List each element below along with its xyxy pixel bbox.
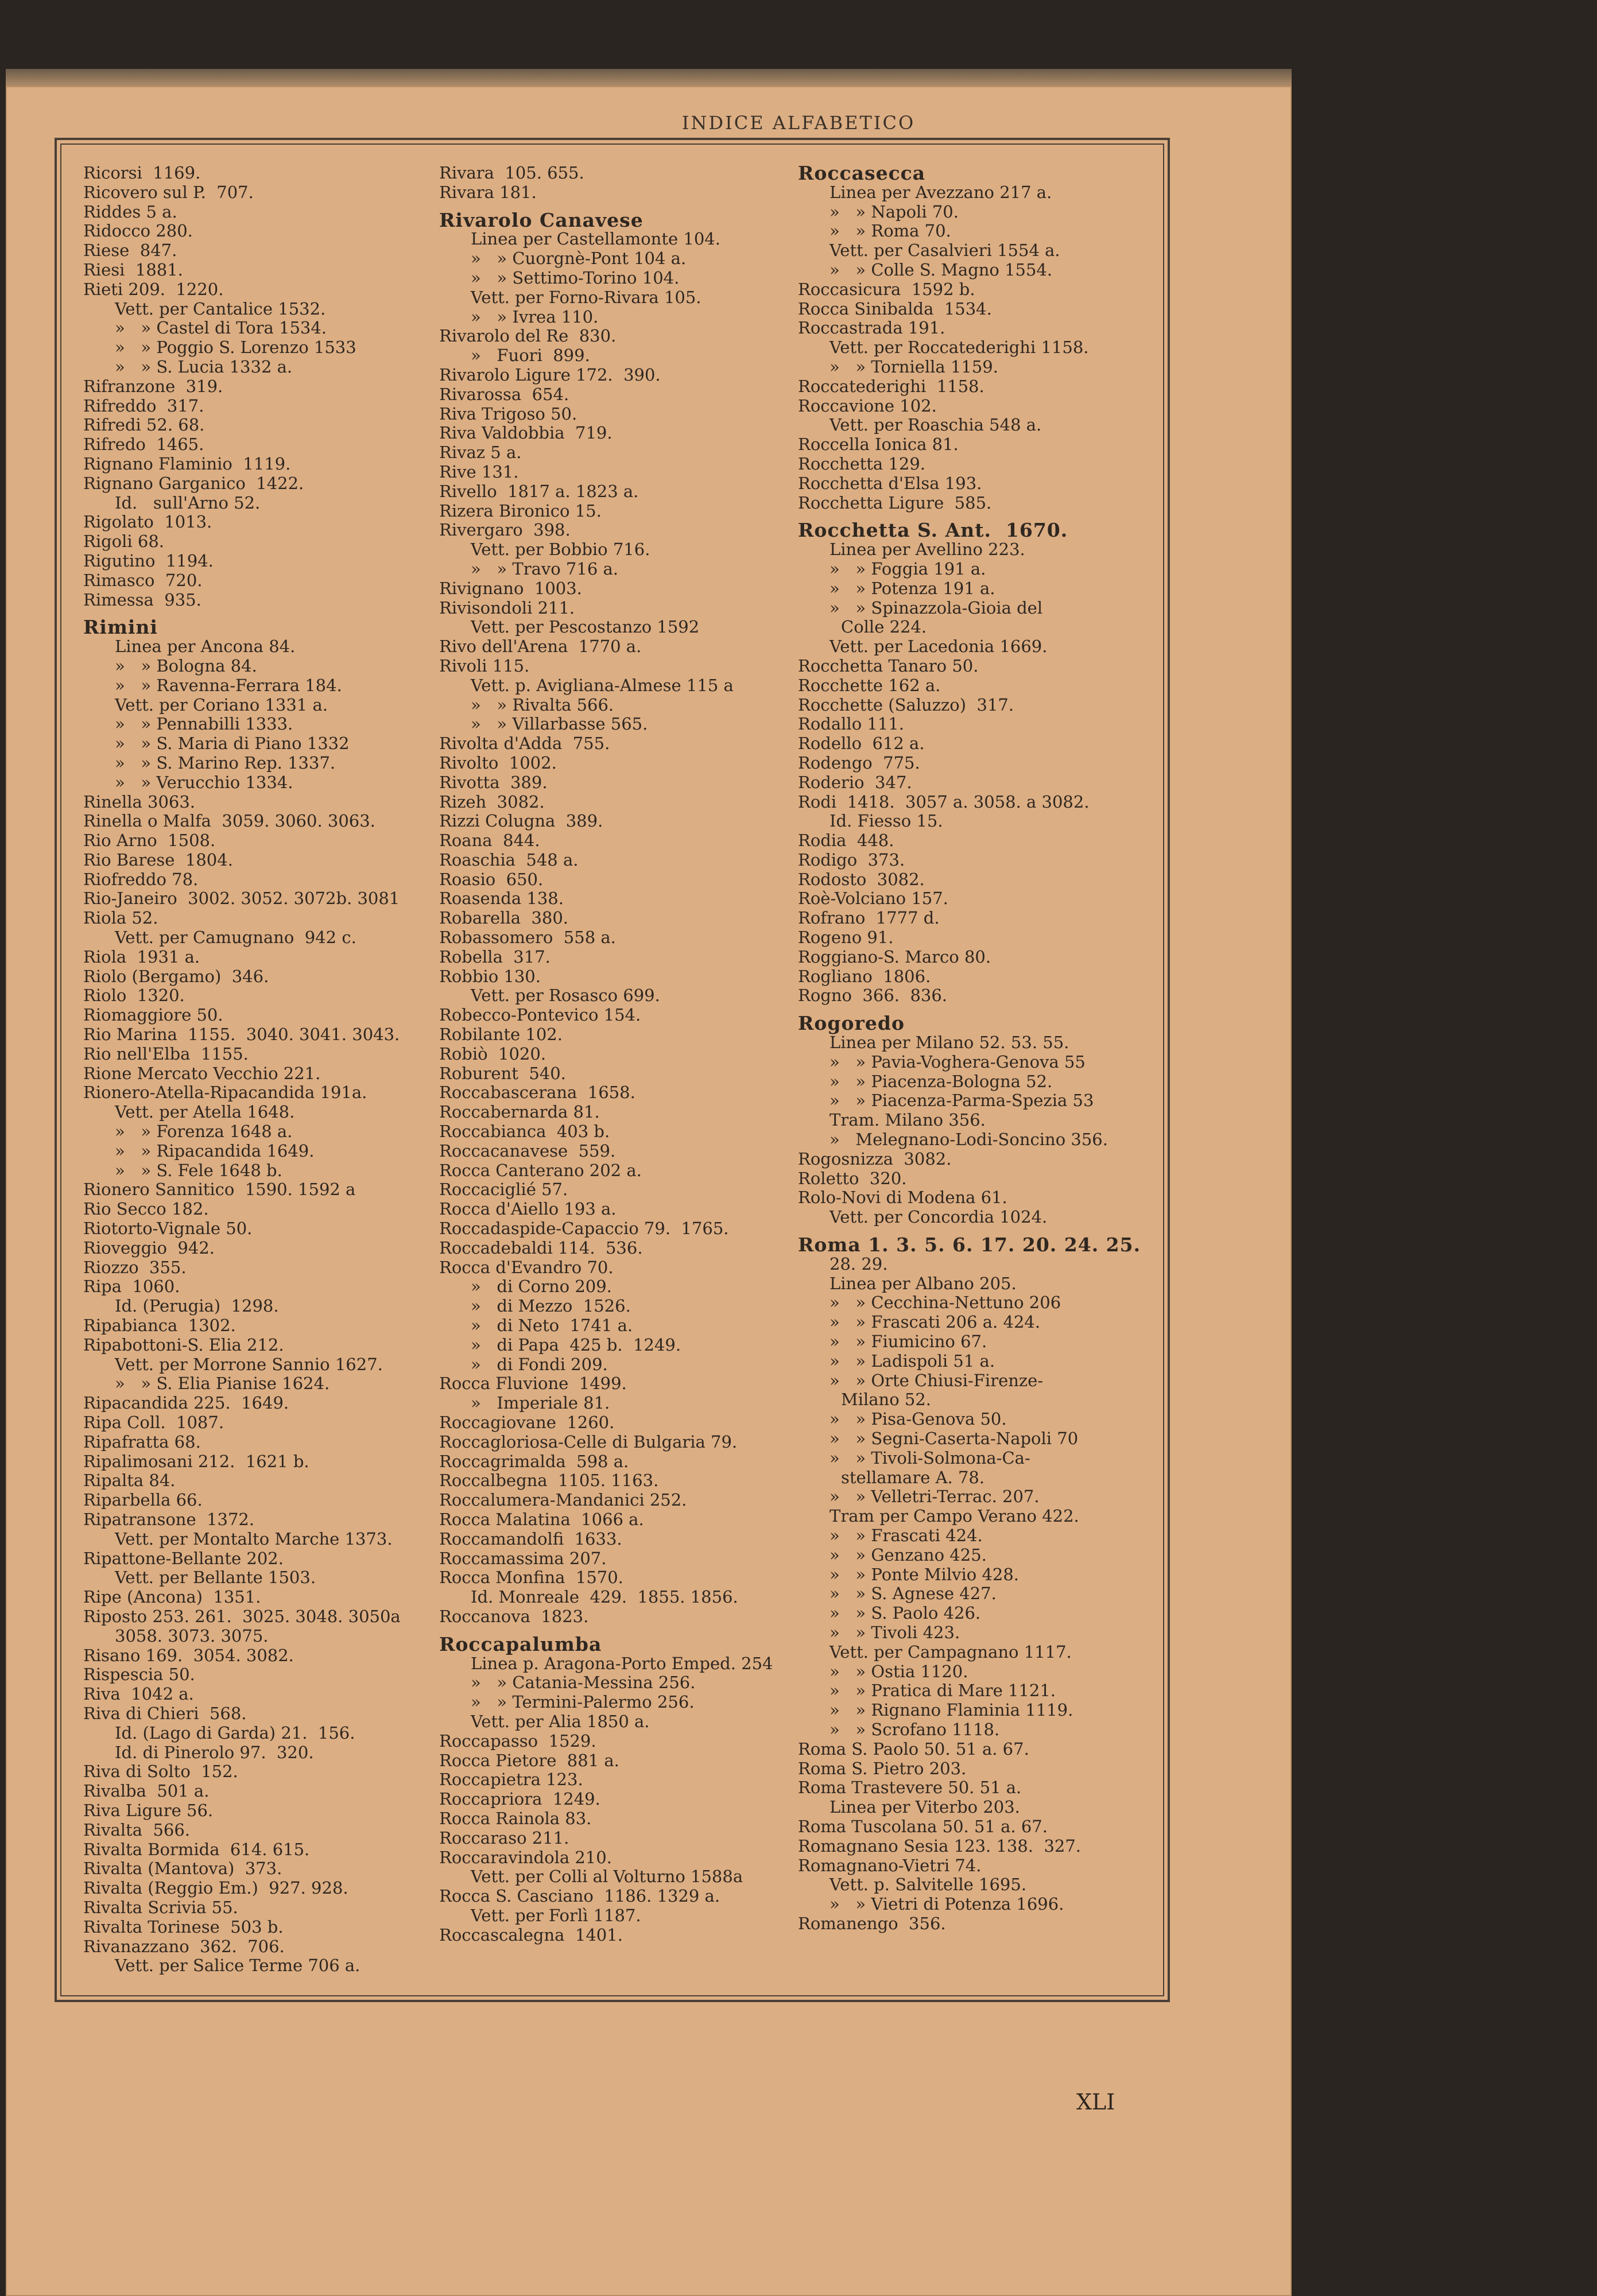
index-entry: Roasio 650. bbox=[439, 869, 544, 889]
index-entry: » » S. Maria di Piano 1332 bbox=[115, 734, 350, 754]
index-entry: Rocca Monfina 1570. bbox=[439, 1568, 623, 1588]
index-entry: Roma S. Paolo 50. 51 a. 67. bbox=[798, 1739, 1029, 1759]
index-entry: » » Torniella 1159. bbox=[829, 356, 998, 377]
index-entry: Roccagrimalda 598 a. bbox=[439, 1451, 629, 1471]
index-entry: Roccapietra 123. bbox=[439, 1770, 583, 1790]
index-entry: Vett. per Casalvieri 1554 a. bbox=[829, 241, 1060, 261]
index-entry: Riva di Solto 152. bbox=[83, 1762, 238, 1782]
index-entry: » di Fondi 209. bbox=[471, 1354, 608, 1374]
index-entry: Vett. per Atella 1648. bbox=[115, 1102, 295, 1122]
index-entry: Rioveggio 942. bbox=[83, 1238, 215, 1258]
index-entry: Rivaz 5 a. bbox=[439, 443, 522, 463]
index-entry: Rocca Sinibalda 1534. bbox=[798, 298, 992, 319]
index-entry: Roggiano-S. Marco 80. bbox=[798, 947, 991, 967]
index-entry: » » S. Agnese 427. bbox=[829, 1584, 997, 1604]
index-entry: Vett. p. Avigliana-Almese 115 a bbox=[471, 675, 734, 695]
index-entry: Riola 1931 a. bbox=[83, 947, 200, 967]
index-entry: » » Villarbasse 565. bbox=[471, 714, 648, 734]
index-entry: Roccalbegna 1105. 1163. bbox=[439, 1471, 659, 1491]
index-entry: Roccastrada 191. bbox=[798, 318, 945, 338]
index-entry: Vett. per Bellante 1503. bbox=[115, 1568, 316, 1588]
index-entry: Riese 847. bbox=[83, 241, 177, 261]
index-entry: Vett. per Campagnano 1117. bbox=[829, 1642, 1072, 1662]
index-entry: Linea per Castellamonte 104. bbox=[471, 229, 720, 249]
index-entry: Rifreddo 317. bbox=[83, 395, 204, 416]
index-entry: Roccamassima 207. bbox=[439, 1548, 607, 1568]
index-entry: Riparbella 66. bbox=[83, 1490, 203, 1510]
index-entry: » » Fiumicino 67. bbox=[829, 1332, 987, 1352]
index-entry: Ripafratta 68. bbox=[83, 1432, 201, 1452]
index-entry: Rogno 366. 836. bbox=[798, 986, 948, 1006]
index-entry: » » Forenza 1648 a. bbox=[115, 1122, 293, 1142]
index-entry: Rivergaro 398. bbox=[439, 520, 571, 540]
index-entry: Vett. per Camugnano 942 c. bbox=[115, 928, 356, 948]
index-entry: Rivalta 566. bbox=[83, 1820, 191, 1840]
index-entry: Rimasco 720. bbox=[83, 570, 203, 590]
index-entry: Romanengo 356. bbox=[798, 1913, 946, 1933]
index-heading: Roma 1. 3. 5. 6. 17. 20. 24. 25. bbox=[798, 1234, 1141, 1256]
index-entry: Rocca d'Evandro 70. bbox=[439, 1257, 614, 1277]
index-entry: Id. sull'Arno 52. bbox=[115, 492, 261, 513]
index-entry: » » Verucchio 1334. bbox=[115, 772, 293, 792]
index-entry: Rocchetta d'Elsa 193. bbox=[798, 473, 982, 493]
index-entry: Roccatederighi 1158. bbox=[798, 376, 984, 396]
index-entry: Roccapasso 1529. bbox=[439, 1731, 596, 1751]
index-entry: Rio-Janeiro 3002. 3052. 3072b. 3081 bbox=[83, 889, 400, 909]
index-entry: » » Ladispoli 51 a. bbox=[829, 1351, 995, 1371]
index-entry: » » Termini-Palermo 256. bbox=[471, 1692, 695, 1712]
index-column-1 bbox=[83, 164, 433, 1989]
index-entry: Riposto 253. 261. 3025. 3048. 3050a bbox=[83, 1606, 401, 1626]
index-entry: Roana 844. bbox=[439, 831, 540, 851]
index-entry: Rivalta Scrivia 55. bbox=[83, 1897, 238, 1917]
index-entry: » » Orte Chiusi-Firenze- bbox=[829, 1370, 1044, 1390]
index-entry: Linea p. Aragona-Porto Emped. 254 bbox=[471, 1653, 773, 1673]
index-entry: Rocca d'Aiello 193 a. bbox=[439, 1199, 617, 1219]
index-entry: Rivara 105. 655. bbox=[439, 163, 584, 183]
index-entry: Linea per Viterbo 203. bbox=[829, 1797, 1020, 1817]
index-entry: Roma S. Pietro 203. bbox=[798, 1758, 967, 1778]
index-entry: Vett. per Montalto Marche 1373. bbox=[115, 1529, 393, 1549]
index-entry: Roccanova 1823. bbox=[439, 1606, 589, 1626]
index-entry: » » Piacenza-Parma-Spezia 53 bbox=[829, 1091, 1094, 1111]
index-entry: Vett. per Forlì 1187. bbox=[471, 1905, 641, 1925]
index-entry: Rocca Malatina 1066 a. bbox=[439, 1509, 644, 1529]
index-entry: Roccella Ionica 81. bbox=[798, 435, 959, 455]
index-entry: Rivoli 115. bbox=[439, 656, 530, 676]
index-entry: Ricovero sul P. 707. bbox=[83, 182, 254, 202]
index-entry: » » Segni-Caserta-Napoli 70 bbox=[829, 1429, 1079, 1448]
index-entry: Rogeno 91. bbox=[798, 928, 894, 948]
index-entry: » » S. Marino Rep. 1337. bbox=[115, 753, 336, 773]
index-entry: Rivalta (Mantova) 373. bbox=[83, 1859, 282, 1879]
index-entry: Risano 169. 3054. 3082. bbox=[83, 1645, 294, 1665]
index-entry: Rionero Sannitico 1590. 1592 a bbox=[83, 1180, 356, 1200]
index-entry: Robella 317. bbox=[439, 947, 551, 967]
index-entry: Roccagiovane 1260. bbox=[439, 1413, 615, 1432]
index-entry: 3058. 3073. 3075. bbox=[115, 1626, 269, 1646]
index-entry: Vett. per Pescostanzo 1592 bbox=[471, 617, 700, 637]
index-entry: » » Tivoli-Solmona-Ca- bbox=[829, 1448, 1030, 1468]
index-entry: Tram per Campo Verano 422. bbox=[829, 1506, 1079, 1526]
index-entry: Roccaravindola 210. bbox=[439, 1847, 612, 1867]
index-entry: Roma Trastevere 50. 51 a. bbox=[798, 1778, 1022, 1798]
index-entry: Rifredo 1465. bbox=[83, 435, 204, 455]
index-entry: stellamare A. 78. bbox=[841, 1467, 985, 1487]
index-entry: Rivisondoli 211. bbox=[439, 598, 575, 618]
index-entry: Roaschia 548 a. bbox=[439, 850, 579, 870]
index-entry: Rigutino 1194. bbox=[83, 550, 214, 571]
index-entry: Romagnano Sesia 123. 138. 327. bbox=[798, 1836, 1082, 1856]
index-entry: Rigolato 1013. bbox=[83, 512, 212, 532]
index-entry: Roderio 347. bbox=[798, 772, 912, 792]
index-entry: Roccabianca 403 b. bbox=[439, 1122, 610, 1142]
index-entry: Roccalumera-Mandanici 252. bbox=[439, 1490, 687, 1510]
index-entry: Rione Mercato Vecchio 221. bbox=[83, 1063, 321, 1083]
index-entry: Riva Ligure 56. bbox=[83, 1800, 214, 1820]
index-entry: Roccadaspide-Capaccio 79. 1765. bbox=[439, 1219, 729, 1239]
index-entry: Roccascalegna 1401. bbox=[439, 1925, 623, 1945]
index-entry: Ripabottoni-S. Elia 212. bbox=[83, 1335, 284, 1355]
index-entry: Rodia 448. bbox=[798, 831, 894, 851]
index-entry: Riotorto-Vignale 50. bbox=[83, 1219, 253, 1239]
index-entry: » » Genzano 425. bbox=[829, 1545, 987, 1565]
index-entry: Vett. per Concordia 1024. bbox=[829, 1207, 1048, 1227]
index-entry: Rocca Rainola 83. bbox=[439, 1808, 592, 1828]
index-entry: » » S. Fele 1648 b. bbox=[115, 1160, 282, 1180]
index-entry: Robassomero 558 a. bbox=[439, 928, 616, 948]
index-entry: Rivarossa 654. bbox=[439, 384, 569, 404]
index-entry: Robecco-Pontevico 154. bbox=[439, 1005, 641, 1025]
index-entry: » » Ripacandida 1649. bbox=[115, 1141, 315, 1161]
index-entry: Rocca Fluvione 1499. bbox=[439, 1374, 627, 1394]
index-entry: Rivanazzano 362. 706. bbox=[83, 1936, 285, 1956]
index-entry: Rodosto 3082. bbox=[798, 869, 925, 889]
index-entry: » » S. Paolo 426. bbox=[829, 1603, 981, 1623]
index-entry: Rivolto 1002. bbox=[439, 753, 557, 773]
index-entry: Roccacanavese 559. bbox=[439, 1141, 616, 1161]
index-entry: Rivignano 1003. bbox=[439, 578, 582, 598]
index-entry: Rocchetta Ligure 585. bbox=[798, 492, 992, 513]
index-entry: Rivarolo del Re 830. bbox=[439, 326, 617, 346]
index-entry: » » Vietri di Potenza 1696. bbox=[829, 1894, 1064, 1914]
index-entry: Riddes 5 a. bbox=[83, 201, 177, 222]
index-entry: Rodello 612 a. bbox=[798, 734, 925, 754]
page-header: INDICE ALFABETICO bbox=[681, 112, 916, 134]
index-entry: Milano 52. bbox=[841, 1390, 932, 1410]
index-entry: Colle 224. bbox=[841, 617, 927, 637]
index-entry: Rinella 3063. bbox=[83, 792, 196, 812]
index-entry: Rodi 1418. 3057 a. 3058. a 3082. bbox=[798, 792, 1090, 812]
index-entry: Roma Tuscolana 50. 51 a. 67. bbox=[798, 1816, 1048, 1836]
index-entry: Vett. per Roccatederighi 1158. bbox=[829, 338, 1089, 358]
index-entry: Rio nell'Elba 1155. bbox=[83, 1044, 249, 1064]
index-entry: » » Tivoli 423. bbox=[829, 1622, 960, 1642]
index-entry: Riozzo 355. bbox=[83, 1257, 187, 1277]
index-entry: Rispescia 50. bbox=[83, 1665, 195, 1685]
index-entry: » » Potenza 191 a. bbox=[829, 578, 995, 598]
index-entry: Rocchetta Tanaro 50. bbox=[798, 656, 979, 676]
index-entry: » » Ravenna-Ferrara 184. bbox=[115, 675, 342, 695]
index-entry: Linea per Avellino 223. bbox=[829, 540, 1025, 560]
index-entry: Rodallo 111. bbox=[798, 714, 904, 734]
index-heading: Roccasecca bbox=[798, 162, 926, 184]
index-entry: Rivalta (Reggio Em.) 927. 928. bbox=[83, 1878, 348, 1898]
index-entry: Ripa Coll. 1087. bbox=[83, 1413, 224, 1432]
index-entry: » Imperiale 81. bbox=[471, 1393, 610, 1413]
index-entry: Vett. per Coriano 1331 a. bbox=[115, 695, 328, 715]
index-entry: » di Mezzo 1526. bbox=[471, 1296, 631, 1316]
index-entry: Rignano Flaminio 1119. bbox=[83, 453, 291, 474]
index-entry: » » Rignano Flaminia 1119. bbox=[829, 1700, 1073, 1720]
index-entry: Roè-Volciano 157. bbox=[798, 889, 948, 909]
index-entry: Rodengo 775. bbox=[798, 753, 920, 773]
index-entry: Rignano Garganico 1422. bbox=[83, 473, 304, 493]
index-entry: Vett. per Morrone Sannio 1627. bbox=[115, 1354, 383, 1374]
index-entry: Riva Valdobbia 719. bbox=[439, 423, 613, 443]
index-entry: Linea per Ancona 84. bbox=[115, 637, 296, 657]
index-entry: Linea per Milano 52. 53. 55. bbox=[829, 1033, 1069, 1053]
index-entry: Rocca Pietore 881 a. bbox=[439, 1750, 619, 1770]
index-entry: » » Napoli 70. bbox=[829, 201, 959, 222]
index-entry: Ripe (Ancona) 1351. bbox=[83, 1587, 261, 1607]
index-entry: Vett. p. Salvitelle 1695. bbox=[829, 1875, 1027, 1895]
index-entry: Roccaraso 211. bbox=[439, 1828, 569, 1848]
index-entry: Id. Fiesso 15. bbox=[829, 811, 943, 831]
index-entry: Rivolta d'Adda 755. bbox=[439, 734, 610, 754]
index-entry: Rizzi Colugna 389. bbox=[439, 811, 603, 831]
index-entry: Ripabianca 1302. bbox=[83, 1316, 236, 1336]
index-entry: Ridocco 280. bbox=[83, 221, 193, 241]
index-entry: Riolo 1320. bbox=[83, 986, 185, 1006]
index-entry: Riva di Chieri 568. bbox=[83, 1703, 247, 1723]
index-entry: » » Castel di Tora 1534. bbox=[115, 318, 327, 338]
index-heading: Rogoredo bbox=[798, 1012, 905, 1035]
index-entry: Rio Marina 1155. 3040. 3041. 3043. bbox=[83, 1025, 400, 1045]
index-entry: Rizera Bironico 15. bbox=[439, 501, 602, 521]
index-entry: » » Frascati 206 a. 424. bbox=[829, 1312, 1041, 1332]
index-entry: Vett. per Roaschia 548 a. bbox=[829, 415, 1042, 435]
index-entry: Rio Barese 1804. bbox=[83, 850, 233, 870]
index-entry: Roburent 540. bbox=[439, 1063, 566, 1083]
index-entry: Vett. per Lacedonia 1669. bbox=[829, 637, 1048, 657]
index-entry: Robilante 102. bbox=[439, 1025, 563, 1045]
index-entry: Riesi 1881. bbox=[83, 259, 183, 280]
index-entry: » » Roma 70. bbox=[829, 221, 951, 241]
index-entry: Rio Arno 1508. bbox=[83, 831, 216, 851]
index-entry: » » Ivrea 110. bbox=[471, 307, 599, 327]
index-entry: » » Pratica di Mare 1121. bbox=[829, 1681, 1056, 1701]
index-entry: Riola 52. bbox=[83, 908, 158, 928]
index-entry: » » Ponte Milvio 428. bbox=[829, 1564, 1020, 1584]
index-entry: 28. 29. bbox=[829, 1254, 888, 1274]
index-entry: Ripalta 84. bbox=[83, 1471, 176, 1491]
index-entry: Roasenda 138. bbox=[439, 889, 564, 909]
index-entry: Roccagloriosa-Celle di Bulgaria 79. bbox=[439, 1432, 738, 1452]
index-heading: Rimini bbox=[83, 616, 158, 639]
index-entry: » » Travo 716 a. bbox=[471, 559, 618, 579]
index-entry: » » Rivalta 566. bbox=[471, 695, 614, 715]
index-entry: Id. Monreale 429. 1855. 1856. bbox=[471, 1587, 738, 1607]
index-entry: Rionero-Atella-Ripacandida 191a. bbox=[83, 1083, 367, 1103]
index-entry: » Fuori 899. bbox=[471, 346, 590, 366]
index-entry: » » Pennabilli 1333. bbox=[115, 714, 293, 734]
index-entry: Roletto 320. bbox=[798, 1168, 907, 1188]
index-entry: Rogosnizza 3082. bbox=[798, 1149, 952, 1169]
index-entry: » » Poggio S. Lorenzo 1533 bbox=[115, 338, 356, 358]
index-entry: Tram. Milano 356. bbox=[829, 1110, 986, 1130]
index-entry: Rivalba 501 a. bbox=[83, 1781, 210, 1801]
index-entry: Roccamandolfi 1633. bbox=[439, 1529, 622, 1549]
index-entry: Ripattone-Bellante 202. bbox=[83, 1548, 284, 1568]
index-entry: Ripacandida 225. 1649. bbox=[83, 1393, 289, 1413]
index-entry: Rivarolo Ligure 172. 390. bbox=[439, 364, 661, 385]
index-entry: » » Piacenza-Bologna 52. bbox=[829, 1071, 1053, 1091]
index-heading: Rocchetta S. Ant. 1670. bbox=[798, 519, 1068, 542]
index-entry: » » S. Lucia 1332 a. bbox=[115, 356, 293, 377]
index-entry: Ripatransone 1372. bbox=[83, 1509, 255, 1529]
index-entry: » » Velletri-Terrac. 207. bbox=[829, 1487, 1040, 1507]
index-entry: Rocchette 162 a. bbox=[798, 675, 941, 695]
index-entry: » di Papa 425 b. 1249. bbox=[471, 1335, 681, 1355]
index-entry: » » Colle S. Magno 1554. bbox=[829, 259, 1053, 280]
index-entry: » di Corno 209. bbox=[471, 1277, 612, 1297]
index-entry: Riomaggiore 50. bbox=[83, 1005, 223, 1025]
index-entry: Rolo-Novi di Modena 61. bbox=[798, 1188, 1007, 1208]
index-entry: Rofrano 1777 d. bbox=[798, 908, 940, 928]
index-entry: Ripa 1060. bbox=[83, 1277, 180, 1297]
index-entry: Rivalta Bormida 614. 615. bbox=[83, 1839, 310, 1859]
index-entry: Vett. per Colli al Volturno 1588a bbox=[471, 1867, 743, 1887]
index-entry: Rivello 1817 a. 1823 a. bbox=[439, 481, 639, 501]
index-entry: » » Settimo-Torino 104. bbox=[471, 267, 680, 288]
index-entry: » » Ostia 1120. bbox=[829, 1661, 968, 1681]
index-entry: Rive 131. bbox=[439, 461, 519, 482]
index-entry: Roccadebaldi 114. 536. bbox=[439, 1238, 643, 1258]
index-entry: » » Scrofano 1118. bbox=[829, 1719, 1000, 1739]
index-entry: » » Spinazzola-Gioia del bbox=[829, 598, 1043, 618]
index-entry: Linea per Albano 205. bbox=[829, 1273, 1017, 1293]
index-entry: » Melegnano-Lodi-Soncino 356. bbox=[829, 1130, 1108, 1150]
index-entry: » » S. Elia Pianise 1624. bbox=[115, 1374, 330, 1394]
index-entry: Linea per Avezzano 217 a. bbox=[829, 182, 1052, 202]
index-heading: Rivarolo Canavese bbox=[439, 208, 644, 231]
index-entry: Id. (Perugia) 1298. bbox=[115, 1296, 279, 1316]
index-entry: Rivara 181. bbox=[439, 182, 537, 202]
index-entry: Vett. per Rosasco 699. bbox=[471, 986, 660, 1006]
index-entry: Rivalta Torinese 503 b. bbox=[83, 1917, 284, 1937]
index-entry: Riolo (Bergamo) 346. bbox=[83, 966, 269, 986]
index-entry: Robarella 380. bbox=[439, 908, 569, 928]
index-entry: Rocchetta 129. bbox=[798, 453, 926, 474]
page-number: XLI bbox=[1076, 2089, 1115, 2115]
index-entry: Rinella o Malfa 3059. 3060. 3063. bbox=[83, 811, 375, 831]
index-entry: Vett. per Cantalice 1532. bbox=[115, 298, 326, 319]
index-entry: Riva Trigoso 50. bbox=[439, 404, 577, 424]
index-entry: » » Frascati 424. bbox=[829, 1525, 983, 1545]
index-entry: » di Neto 1741 a. bbox=[471, 1316, 633, 1336]
index-column-3 bbox=[798, 164, 1148, 1989]
index-entry: Rifredi 52. 68. bbox=[83, 415, 205, 435]
index-entry: » » Bologna 84. bbox=[115, 656, 257, 676]
index-entry: Robiò 1020. bbox=[439, 1044, 546, 1064]
index-entry: Rigoli 68. bbox=[83, 532, 165, 552]
index-entry: Rimessa 935. bbox=[83, 589, 201, 610]
index-entry: Ripalimosani 212. 1621 b. bbox=[83, 1451, 309, 1471]
index-entry: Riofreddo 78. bbox=[83, 869, 199, 889]
index-entry: Rio Secco 182. bbox=[83, 1199, 209, 1219]
index-entry: » » Cecchina-Nettuno 206 bbox=[829, 1293, 1061, 1313]
index-entry: Vett. per Forno-Rivara 105. bbox=[471, 287, 701, 307]
index-entry: Rivotta 389. bbox=[439, 772, 548, 792]
index-entry: Rivo dell'Arena 1770 a. bbox=[439, 637, 642, 657]
index-entry: Riva 1042 a. bbox=[83, 1684, 194, 1704]
index-entry: Vett. per Alia 1850 a. bbox=[471, 1711, 650, 1731]
index-entry: Rogliano 1806. bbox=[798, 966, 931, 986]
index-entry: Rieti 209. 1220. bbox=[83, 279, 224, 299]
index-entry: Roccasicura 1592 b. bbox=[798, 279, 975, 299]
index-entry: Roccabascerana 1658. bbox=[439, 1083, 635, 1103]
index-entry: Roccavione 102. bbox=[798, 395, 937, 416]
index-entry: Rocca Canterano 202 a. bbox=[439, 1160, 642, 1180]
index-entry: Rocca S. Casciano 1186. 1329 a. bbox=[439, 1886, 720, 1906]
index-entry: Rocchette (Saluzzo) 317. bbox=[798, 695, 1014, 715]
index-entry: » » Foggia 191 a. bbox=[829, 559, 986, 579]
index-heading: Roccapalumba bbox=[439, 1632, 602, 1655]
index-entry: » » Pisa-Genova 50. bbox=[829, 1409, 1007, 1429]
index-entry: Roccapriora 1249. bbox=[439, 1789, 600, 1809]
index-entry: Roccabernarda 81. bbox=[439, 1102, 600, 1122]
index-entry: Rifranzone 319. bbox=[83, 376, 223, 396]
index-entry: Vett. per Salice Terme 706 a. bbox=[115, 1956, 361, 1976]
index-entry: Robbio 130. bbox=[439, 966, 541, 986]
index-entry: » » Cuorgnè-Pont 104 a. bbox=[471, 249, 687, 269]
index-entry: Id. (Lago di Garda) 21. 156. bbox=[115, 1723, 355, 1743]
index-column-2 bbox=[439, 164, 789, 1989]
index-entry: Vett. per Bobbio 716. bbox=[471, 540, 650, 560]
index-entry: Romagnano-Vietri 74. bbox=[798, 1855, 982, 1875]
index-entry: Ricorsi 1169. bbox=[83, 163, 201, 183]
index-entry: » » Catania-Messina 256. bbox=[471, 1673, 696, 1693]
index-entry: » » Pavia-Voghera-Genova 55 bbox=[829, 1052, 1086, 1072]
index-entry: Rodigo 373. bbox=[798, 850, 905, 870]
index-entry: Id. di Pinerolo 97. 320. bbox=[115, 1742, 314, 1762]
index-entry: Roccaciglié 57. bbox=[439, 1180, 568, 1200]
index-entry: Rizeh 3082. bbox=[439, 792, 545, 812]
